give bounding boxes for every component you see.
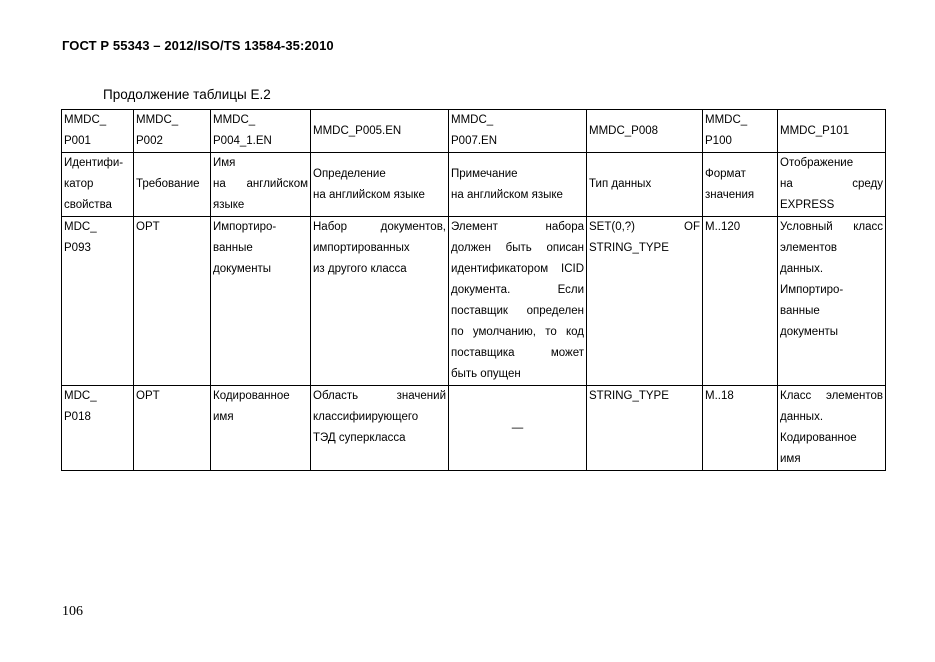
datatype-cell: STRING_TYPE [587, 386, 703, 471]
header-cell: MMDC_P008 [587, 110, 703, 153]
definition-cell: Область значений классифиирующего ТЭД суперкласса [311, 386, 449, 471]
definition-cell: Набор документов, импортированных из другого класса [311, 217, 449, 386]
description-cell: Определение на английском языке [311, 153, 449, 217]
requirement-cell: OPT [134, 217, 211, 386]
description-cell: Формат значения [703, 153, 778, 217]
header-cell: MMDC_ P002 [134, 110, 211, 153]
empty-dash: — [511, 421, 524, 434]
requirement-cell: OPT [134, 386, 211, 471]
specification-table [61, 109, 886, 471]
description-cell: Тип данных [587, 153, 703, 217]
express-cell: Класс элементов данных. Кодированное имя [778, 386, 886, 471]
table-row [62, 217, 886, 386]
description-cell: Примечание на английском языке [449, 153, 587, 217]
note-cell [449, 386, 587, 471]
header-cell: MMDC_ P007.EN [449, 110, 587, 153]
name-cell: Кодированное имя [211, 386, 311, 471]
table-description-row [62, 153, 886, 217]
name-cell: Импортиро- ванные документы [211, 217, 311, 386]
table-row [62, 386, 886, 471]
header-cell: MMDC_ P001 [62, 110, 134, 153]
header-cell: MMDC_ P100 [703, 110, 778, 153]
page-number: 106 [62, 604, 83, 619]
header-cell: MMDC_P005.EN [311, 110, 449, 153]
header-cell: MMDC_P101 [778, 110, 886, 153]
format-cell: M..120 [703, 217, 778, 386]
datatype-cell: SET(0,?) OF STRING_TYPE [587, 217, 703, 386]
table-caption: Продолжение таблицы Е.2 [103, 87, 271, 102]
header-cell: MMDC_ P004_1.EN [211, 110, 311, 153]
description-cell: Имя на английском языке [211, 153, 311, 217]
express-cell: Условный класс элементов данных. Импортиро- ванные документы [778, 217, 886, 386]
description-cell: Отображение на среду EXPRESS [778, 153, 886, 217]
id-cell: MDC_ P018 [62, 386, 134, 471]
format-cell: M..18 [703, 386, 778, 471]
description-cell: Идентифи- катор свойства [62, 153, 134, 217]
table-header-row [62, 110, 886, 153]
note-cell: Элемент набора должен быть описан идентификатором ICID документа. Если поставщик определен по умолчанию, то код поставщика может быть опущен [449, 217, 587, 386]
id-cell: MDC_ P093 [62, 217, 134, 386]
description-cell: Требование [134, 153, 211, 217]
document-header: ГОСТ Р 55343 – 2012/ISO/TS 13584-35:2010 [62, 38, 334, 53]
